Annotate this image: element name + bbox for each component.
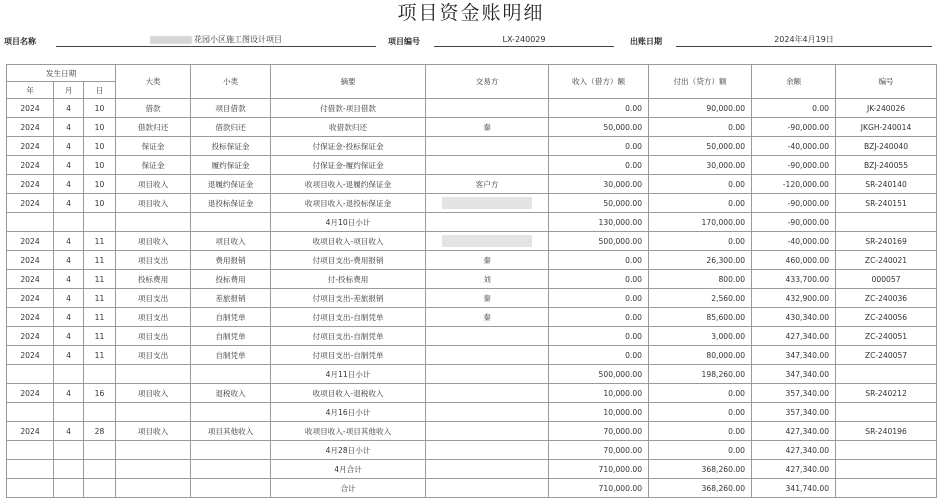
- cell-subcategory: [191, 479, 271, 498]
- cell-balance: -120,000.00: [752, 175, 836, 194]
- cell-income: 70,000.00: [549, 422, 649, 441]
- cell-year: 2024: [7, 308, 54, 327]
- cell-balance: 357,340.00: [752, 403, 836, 422]
- cell-year: [7, 441, 54, 460]
- table-row: [7, 384, 937, 403]
- cell-category: [116, 479, 191, 498]
- cell-expense: 0.00: [649, 422, 752, 441]
- cell-category: 借款归还: [116, 118, 191, 137]
- cell-year: 2024: [7, 99, 54, 118]
- cell-summary: 付项目支出-自制凭单: [271, 308, 426, 327]
- cell-code: [836, 479, 937, 498]
- cell-day: 11: [84, 346, 116, 365]
- cell-month: 4: [54, 289, 84, 308]
- cell-income: 0.00: [549, 270, 649, 289]
- cell-code: SR-240151: [836, 194, 937, 213]
- cell-summary: 收借款归还: [271, 118, 426, 137]
- cell-income: 50,000.00: [549, 118, 649, 137]
- cell-month: 4: [54, 384, 84, 403]
- project-name-field: [56, 34, 376, 47]
- cell-year: 2024: [7, 118, 54, 137]
- cell-subcategory: 自制凭单: [191, 327, 271, 346]
- cell-income: 10,000.00: [549, 384, 649, 403]
- cell-counterparty: [426, 384, 549, 403]
- cell-code: SR-240169: [836, 232, 937, 251]
- cell-year: 2024: [7, 175, 54, 194]
- cell-expense: 80,000.00: [649, 346, 752, 365]
- cell-balance: -90,000.00: [752, 213, 836, 232]
- project-name-label: 项目名称: [4, 37, 36, 46]
- cell-income: 0.00: [549, 346, 649, 365]
- cell-counterparty: 秦: [426, 251, 549, 270]
- cell-month: 4: [54, 137, 84, 156]
- cell-code: 000057: [836, 270, 937, 289]
- cell-subcategory: [191, 213, 271, 232]
- cell-balance: 427,340.00: [752, 460, 836, 479]
- redacted-mark: [150, 36, 192, 44]
- cell-month: [54, 365, 84, 384]
- cell-balance: -90,000.00: [752, 156, 836, 175]
- cell-expense: 0.00: [649, 194, 752, 213]
- cell-counterparty: [426, 213, 549, 232]
- table-row: [7, 137, 937, 156]
- cell-year: 2024: [7, 346, 54, 365]
- cell-subcategory: 退投标保证金: [191, 194, 271, 213]
- cell-summary: 付借款-项目借款: [271, 99, 426, 118]
- table-row: [7, 327, 937, 346]
- cell-day: 28: [84, 422, 116, 441]
- cell-category: [116, 213, 191, 232]
- cell-category: [116, 460, 191, 479]
- cell-summary: 4月16日小计: [271, 403, 426, 422]
- cell-summary: 合计: [271, 479, 426, 498]
- cell-balance: 357,340.00: [752, 384, 836, 403]
- cell-category: 项目收入: [116, 194, 191, 213]
- cell-income: 710,000.00: [549, 460, 649, 479]
- date-label: 出账日期: [630, 37, 662, 46]
- cell-balance: -90,000.00: [752, 194, 836, 213]
- table-row: [7, 308, 937, 327]
- cell-month: 4: [54, 422, 84, 441]
- cell-code: ZC-240036: [836, 289, 937, 308]
- table-row: [7, 194, 937, 213]
- col-code: 编号: [836, 65, 937, 99]
- cell-expense: 3,000.00: [649, 327, 752, 346]
- cell-day: [84, 441, 116, 460]
- cell-code: SR-240196: [836, 422, 937, 441]
- table-row: [7, 289, 937, 308]
- cell-income: 0.00: [549, 251, 649, 270]
- cell-summary: 收项目收入-退投标保证金: [271, 194, 426, 213]
- cell-day: 10: [84, 118, 116, 137]
- cell-balance: 432,900.00: [752, 289, 836, 308]
- table-row: [7, 251, 937, 270]
- cell-counterparty: [426, 479, 549, 498]
- table-row: [7, 479, 937, 498]
- cell-month: 4: [54, 194, 84, 213]
- cell-category: 投标费用: [116, 270, 191, 289]
- cell-subcategory: 自制凭单: [191, 308, 271, 327]
- cell-code: [836, 441, 937, 460]
- cell-day: [84, 479, 116, 498]
- cell-expense: 170,000.00: [649, 213, 752, 232]
- cell-subcategory: 退履约保证金: [191, 175, 271, 194]
- table-body: [7, 99, 937, 498]
- cell-subcategory: 项目借款: [191, 99, 271, 118]
- date-value: 2024年4月19日: [676, 34, 932, 47]
- cell-expense: 198,260.00: [649, 365, 752, 384]
- cell-balance: 347,340.00: [752, 346, 836, 365]
- cell-category: 借款: [116, 99, 191, 118]
- cell-category: [116, 365, 191, 384]
- table-row: [7, 270, 937, 289]
- cell-year: 2024: [7, 384, 54, 403]
- cell-subcategory: 退税收入: [191, 384, 271, 403]
- col-day: 日: [84, 82, 116, 99]
- cell-expense: 368,260.00: [649, 479, 752, 498]
- cell-year: 2024: [7, 289, 54, 308]
- cell-subcategory: 差旅报销: [191, 289, 271, 308]
- cell-summary: 付项目支出-自制凭单: [271, 327, 426, 346]
- cell-expense: 0.00: [649, 384, 752, 403]
- cell-code: ZC-240051: [836, 327, 937, 346]
- page-title: 项目资金账明细: [397, 2, 545, 24]
- cell-balance: 347,340.00: [752, 365, 836, 384]
- col-month: 月: [54, 82, 84, 99]
- cell-month: 4: [54, 118, 84, 137]
- cell-subcategory: [191, 441, 271, 460]
- cell-category: 项目支出: [116, 289, 191, 308]
- cell-month: 4: [54, 327, 84, 346]
- table-row: [7, 99, 937, 118]
- cell-summary: 4月10日小计: [271, 213, 426, 232]
- cell-subcategory: 投标费用: [191, 270, 271, 289]
- table-row: [7, 346, 937, 365]
- col-year: 年: [7, 82, 54, 99]
- cell-summary: 收项目收入-项目收入: [271, 232, 426, 251]
- cell-year: 2024: [7, 194, 54, 213]
- cell-code: ZC-240057: [836, 346, 937, 365]
- col-balance: 余额: [752, 65, 836, 99]
- cell-summary: 4月28日小计: [271, 441, 426, 460]
- cell-summary: 付-投标费用: [271, 270, 426, 289]
- cell-category: 保证金: [116, 156, 191, 175]
- cell-year: 2024: [7, 270, 54, 289]
- cell-counterparty: 刘: [426, 270, 549, 289]
- cell-income: 710,000.00: [549, 479, 649, 498]
- col-category: 大类: [116, 65, 191, 99]
- cell-balance: 427,340.00: [752, 327, 836, 346]
- cell-month: 4: [54, 99, 84, 118]
- table-row: [7, 232, 937, 251]
- project-name-value: 花园小区施工图设计项目: [194, 35, 282, 44]
- cell-balance: 0.00: [752, 99, 836, 118]
- col-counterparty: 交易方: [426, 65, 549, 99]
- cell-income: 500,000.00: [549, 232, 649, 251]
- table-row: [7, 213, 937, 232]
- table-row: [7, 365, 937, 384]
- cell-day: [84, 365, 116, 384]
- cell-balance: -40,000.00: [752, 137, 836, 156]
- cell-counterparty: 秦: [426, 118, 549, 137]
- col-subcategory: 小类: [191, 65, 271, 99]
- table-row: [7, 460, 937, 479]
- cell-counterparty: [426, 365, 549, 384]
- cell-day: [84, 213, 116, 232]
- cell-code: ZC-240056: [836, 308, 937, 327]
- cell-income: 500,000.00: [549, 365, 649, 384]
- cell-counterparty: [426, 441, 549, 460]
- cell-summary: 付项目支出-自制凭单: [271, 346, 426, 365]
- cell-counterparty: 秦: [426, 308, 549, 327]
- cell-day: 11: [84, 251, 116, 270]
- cell-counterparty: [426, 232, 549, 251]
- cell-code: [836, 213, 937, 232]
- cell-income: 10,000.00: [549, 403, 649, 422]
- cell-month: [54, 403, 84, 422]
- table-row: [7, 175, 937, 194]
- cell-income: 70,000.00: [549, 441, 649, 460]
- cell-income: 0.00: [549, 308, 649, 327]
- cell-day: 11: [84, 327, 116, 346]
- cell-counterparty: [426, 460, 549, 479]
- cell-subcategory: [191, 365, 271, 384]
- cell-expense: 26,300.00: [649, 251, 752, 270]
- cell-expense: 800.00: [649, 270, 752, 289]
- cell-expense: 0.00: [649, 403, 752, 422]
- cell-code: JK-240026: [836, 99, 937, 118]
- cell-income: 0.00: [549, 327, 649, 346]
- cell-expense: 0.00: [649, 118, 752, 137]
- cell-month: 4: [54, 232, 84, 251]
- cell-category: [116, 403, 191, 422]
- cell-balance: 427,340.00: [752, 441, 836, 460]
- cell-day: 10: [84, 137, 116, 156]
- cell-day: 11: [84, 270, 116, 289]
- cell-month: [54, 460, 84, 479]
- col-summary: 摘要: [271, 65, 426, 99]
- project-no-value: LX-240029: [434, 34, 614, 47]
- col-expense: 付出（贷方）额: [649, 65, 752, 99]
- cell-income: 0.00: [549, 99, 649, 118]
- cell-category: 项目支出: [116, 251, 191, 270]
- cell-counterparty: [426, 327, 549, 346]
- cell-expense: 0.00: [649, 441, 752, 460]
- table-header: [7, 65, 937, 99]
- cell-category: [116, 441, 191, 460]
- cell-month: 4: [54, 270, 84, 289]
- cell-counterparty: 秦: [426, 289, 549, 308]
- cell-subcategory: 投标保证金: [191, 137, 271, 156]
- cell-summary: 4月合计: [271, 460, 426, 479]
- cell-day: 10: [84, 99, 116, 118]
- cell-month: 4: [54, 251, 84, 270]
- cell-month: 4: [54, 308, 84, 327]
- cell-income: 0.00: [549, 156, 649, 175]
- cell-year: 2024: [7, 251, 54, 270]
- cell-category: 保证金: [116, 137, 191, 156]
- cell-counterparty: [426, 156, 549, 175]
- cell-expense: 0.00: [649, 175, 752, 194]
- cell-day: [84, 460, 116, 479]
- cell-summary: 付保证金-投标保证金: [271, 137, 426, 156]
- cell-year: 2024: [7, 156, 54, 175]
- cell-day: 16: [84, 384, 116, 403]
- cell-balance: 433,700.00: [752, 270, 836, 289]
- cell-expense: 90,000.00: [649, 99, 752, 118]
- cell-month: 4: [54, 175, 84, 194]
- cell-counterparty: [426, 137, 549, 156]
- cell-category: 项目收入: [116, 175, 191, 194]
- cell-month: 4: [54, 346, 84, 365]
- cell-counterparty: [426, 194, 549, 213]
- cell-category: 项目收入: [116, 384, 191, 403]
- cell-code: SR-240212: [836, 384, 937, 403]
- cell-balance: -90,000.00: [752, 118, 836, 137]
- cell-income: 0.00: [549, 289, 649, 308]
- table-row: [7, 441, 937, 460]
- cell-code: ZC-240021: [836, 251, 937, 270]
- cell-income: 130,000.00: [549, 213, 649, 232]
- cell-code: BZJ-240055: [836, 156, 937, 175]
- cell-subcategory: 费用报销: [191, 251, 271, 270]
- cell-code: [836, 365, 937, 384]
- cell-expense: 368,260.00: [649, 460, 752, 479]
- cell-day: 10: [84, 156, 116, 175]
- cell-month: [54, 479, 84, 498]
- cell-category: 项目支出: [116, 327, 191, 346]
- cell-day: 11: [84, 308, 116, 327]
- cell-income: 50,000.00: [549, 194, 649, 213]
- col-income: 收入（借方）额: [549, 65, 649, 99]
- cell-code: SR-240140: [836, 175, 937, 194]
- cell-subcategory: 履约保证金: [191, 156, 271, 175]
- table-row: [7, 156, 937, 175]
- cell-counterparty: 客户方: [426, 175, 549, 194]
- cell-balance: 427,340.00: [752, 422, 836, 441]
- cell-balance: 430,340.00: [752, 308, 836, 327]
- header-info: [4, 34, 938, 48]
- cell-code: [836, 460, 937, 479]
- cell-year: [7, 403, 54, 422]
- cell-balance: -40,000.00: [752, 232, 836, 251]
- cell-year: [7, 479, 54, 498]
- cell-summary: 收项目收入-退履约保证金: [271, 175, 426, 194]
- cell-category: 项目收入: [116, 232, 191, 251]
- cell-summary: 付保证金-履约保证金: [271, 156, 426, 175]
- cell-counterparty: [426, 403, 549, 422]
- redacted-mark: [442, 197, 532, 209]
- cell-subcategory: [191, 460, 271, 479]
- project-no-label: 项目编号: [388, 37, 420, 46]
- cell-expense: 0.00: [649, 232, 752, 251]
- cell-category: 项目支出: [116, 346, 191, 365]
- cell-subcategory: 自制凭单: [191, 346, 271, 365]
- cell-month: 4: [54, 156, 84, 175]
- cell-subcategory: [191, 403, 271, 422]
- table-row: [7, 403, 937, 422]
- cell-day: 11: [84, 289, 116, 308]
- cell-summary: 收项目收入-项目其他收入: [271, 422, 426, 441]
- cell-income: 0.00: [549, 137, 649, 156]
- cell-category: 项目收入: [116, 422, 191, 441]
- col-occur-date: 发生日期: [7, 65, 116, 82]
- cell-year: [7, 365, 54, 384]
- cell-expense: 2,560.00: [649, 289, 752, 308]
- cell-subcategory: 项目其他收入: [191, 422, 271, 441]
- cell-summary: 4月11日小计: [271, 365, 426, 384]
- cell-expense: 85,600.00: [649, 308, 752, 327]
- ledger-table: [6, 64, 937, 498]
- cell-year: 2024: [7, 422, 54, 441]
- cell-code: BZJ-240040: [836, 137, 937, 156]
- cell-month: [54, 441, 84, 460]
- cell-subcategory: 借款归还: [191, 118, 271, 137]
- table-row: [7, 118, 937, 137]
- cell-counterparty: [426, 422, 549, 441]
- redacted-mark: [442, 235, 532, 247]
- cell-day: 10: [84, 175, 116, 194]
- cell-balance: 460,000.00: [752, 251, 836, 270]
- cell-year: [7, 213, 54, 232]
- cell-year: [7, 460, 54, 479]
- cell-code: [836, 403, 937, 422]
- cell-summary: 付项目支出-差旅报销: [271, 289, 426, 308]
- cell-counterparty: [426, 99, 549, 118]
- cell-expense: 30,000.00: [649, 156, 752, 175]
- cell-subcategory: 项目收入: [191, 232, 271, 251]
- cell-day: [84, 403, 116, 422]
- cell-month: [54, 213, 84, 232]
- cell-day: 11: [84, 232, 116, 251]
- cell-day: 10: [84, 194, 116, 213]
- table-row: [7, 422, 937, 441]
- cell-year: 2024: [7, 137, 54, 156]
- cell-summary: 付项目支出-费用报销: [271, 251, 426, 270]
- cell-income: 30,000.00: [549, 175, 649, 194]
- cell-expense: 50,000.00: [649, 137, 752, 156]
- cell-counterparty: [426, 346, 549, 365]
- cell-year: 2024: [7, 327, 54, 346]
- cell-category: 项目支出: [116, 308, 191, 327]
- cell-balance: 341,740.00: [752, 479, 836, 498]
- cell-year: 2024: [7, 232, 54, 251]
- cell-code: JKGH-240014: [836, 118, 937, 137]
- cell-summary: 收项目收入-退税收入: [271, 384, 426, 403]
